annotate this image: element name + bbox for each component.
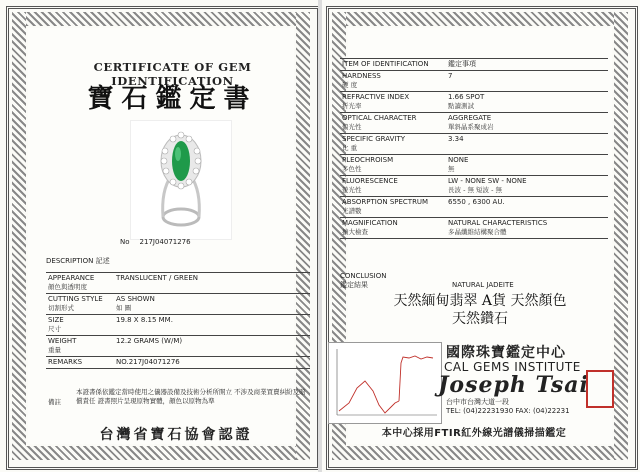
spec-label-en: OPTICAL CHARACTER bbox=[342, 114, 417, 122]
spec-row bbox=[340, 71, 608, 92]
red-seal-stamp bbox=[586, 370, 614, 408]
spec-value bbox=[446, 197, 608, 218]
spec-label-en: PLEOCHROISM bbox=[342, 156, 394, 164]
spec-value bbox=[446, 71, 608, 92]
spec-label-en: ABSORPTION SPECTRUM bbox=[342, 198, 429, 206]
institute-address bbox=[446, 398, 570, 416]
certificate-number-value: 217J04071276 bbox=[139, 238, 191, 246]
spec-value-en: LW - NONE SW - NONE bbox=[448, 177, 527, 185]
spec-label bbox=[46, 294, 114, 315]
phone-line: TEL: (04)22231930 FAX: (04)22231 bbox=[446, 407, 570, 415]
spec-row bbox=[340, 176, 608, 197]
certificate-number bbox=[120, 238, 191, 246]
spec-label-zh: 多色性 bbox=[342, 165, 362, 173]
institute-name-en: CAL GEMS INSTITUTE bbox=[444, 360, 581, 374]
certificate-title: CERTIFICATE OF GEM IDENTIFICATION bbox=[93, 60, 252, 88]
spec-row bbox=[46, 294, 310, 315]
spec-value-en: 6550 , 6300 AU. bbox=[448, 198, 505, 206]
spec-label-en: MAGNIFICATION bbox=[342, 219, 398, 227]
address-line: 台中市台灣大道一段 bbox=[446, 398, 509, 406]
spec-row bbox=[340, 155, 608, 176]
spec-value bbox=[114, 336, 310, 357]
ring-photo bbox=[130, 120, 232, 240]
spec-label-zh: 折光率 bbox=[342, 102, 362, 110]
spec-label-en: HARDNESS bbox=[342, 72, 381, 80]
decorative-border bbox=[12, 12, 310, 26]
spec-label bbox=[340, 134, 446, 155]
spec-value bbox=[114, 315, 310, 336]
association-name: 台灣省寶石協會認證 bbox=[99, 427, 253, 443]
spec-label-zh: 比 重 bbox=[342, 144, 358, 152]
conclusion-label-zh: 鑑定結果 bbox=[340, 281, 368, 289]
certificate-number-label: No bbox=[120, 238, 130, 246]
spec-value-en: NONE bbox=[448, 156, 469, 164]
spec-value-en: NO.217J04071276 bbox=[116, 358, 180, 366]
institute-name-zh: 國際珠寶鑑定中心 bbox=[446, 345, 566, 361]
spec-value-zh: 無 bbox=[448, 165, 455, 173]
identification-header: ITEM OF IDENTIFICATION bbox=[340, 59, 446, 71]
decorative-border bbox=[614, 12, 628, 460]
spec-label bbox=[340, 218, 446, 239]
spec-label-zh: 擴大檢查 bbox=[342, 228, 368, 236]
spec-row bbox=[340, 113, 608, 134]
spec-label-zh: 顏色與透明度 bbox=[48, 283, 87, 291]
spec-label bbox=[340, 113, 446, 134]
spec-label-zh: 偏光性 bbox=[342, 123, 362, 131]
spec-label-en: REFRACTIVE INDEX bbox=[342, 93, 410, 101]
spec-label-en: REMARKS bbox=[48, 358, 83, 366]
spec-label-zh: 硬 度 bbox=[342, 81, 358, 89]
spec-label-zh: 螢光性 bbox=[342, 186, 362, 194]
ftir-note: 本中心採用FTIR紅外線光譜儀掃描鑑定 bbox=[381, 428, 567, 439]
remark-label: 備註 bbox=[48, 398, 61, 406]
verdict-line-1: 天然緬甸翡翠 A貨 天然顏色 bbox=[393, 293, 567, 309]
spec-label bbox=[340, 197, 446, 218]
spec-value bbox=[446, 134, 608, 155]
spec-value-zh: 單斜晶系聚成岩 bbox=[448, 123, 494, 131]
spec-label-en: WEIGHT bbox=[48, 337, 77, 345]
conclusion-label-en: CONCLUSION bbox=[340, 272, 387, 280]
spec-value-en: 19.8 X 8.15 MM. bbox=[116, 316, 173, 324]
spec-value bbox=[114, 294, 310, 315]
spec-label-zh: 切割形式 bbox=[48, 304, 74, 312]
spec-value-en: AS SHOWN bbox=[116, 295, 155, 303]
spec-value bbox=[446, 218, 608, 239]
identification-table bbox=[340, 58, 608, 239]
spec-label bbox=[46, 357, 114, 369]
spec-value-en: 12.2 GRAMS (W/M) bbox=[116, 337, 183, 345]
decorative-border bbox=[12, 446, 310, 460]
ftir-spectrum-plot bbox=[328, 342, 442, 424]
spec-value-zh: 多晶纖維結構聚合體 bbox=[448, 228, 507, 236]
decorative-border bbox=[332, 446, 628, 460]
spec-row bbox=[46, 357, 310, 369]
spec-label bbox=[46, 315, 114, 336]
spec-row bbox=[46, 336, 310, 357]
decorative-border bbox=[12, 12, 26, 460]
identification-header-row bbox=[340, 59, 608, 71]
spec-label-en: APPEARANCE bbox=[48, 274, 95, 282]
decorative-border bbox=[332, 12, 628, 26]
spec-row bbox=[46, 273, 310, 294]
spec-label-en: FLUORESCENCE bbox=[342, 177, 398, 185]
spectrum-graph bbox=[329, 343, 441, 423]
fold-divider bbox=[318, 0, 322, 472]
spec-label-en: SPECIFIC GRAVITY bbox=[342, 135, 405, 143]
spec-label bbox=[340, 92, 446, 113]
signature: Joseph Tsai bbox=[438, 372, 589, 398]
spec-label bbox=[340, 155, 446, 176]
spec-value-zh: 點讀測試 bbox=[448, 102, 474, 110]
spec-value bbox=[114, 357, 310, 369]
spec-row bbox=[340, 134, 608, 155]
spec-label bbox=[340, 176, 446, 197]
spec-label bbox=[46, 336, 114, 357]
spec-row bbox=[340, 92, 608, 113]
spec-label bbox=[340, 71, 446, 92]
spec-value-en: 1.66 SPOT bbox=[448, 93, 485, 101]
spec-value bbox=[114, 273, 310, 294]
spec-label-zh: 尺寸 bbox=[48, 325, 61, 333]
spec-value-en: 3.34 bbox=[448, 135, 464, 143]
spec-label bbox=[46, 273, 114, 294]
spec-value-en: NATURAL CHARACTERISTICS bbox=[448, 219, 548, 227]
certificate-title-zh: 寶石鑑定書 bbox=[87, 84, 258, 114]
verdict-text bbox=[360, 292, 600, 328]
spec-value-en: 7 bbox=[448, 72, 453, 80]
verdict-line-2: 天然鑽石 bbox=[452, 311, 508, 327]
spec-value bbox=[446, 113, 608, 134]
spec-row bbox=[340, 218, 608, 239]
spec-value bbox=[446, 155, 608, 176]
remark-text: 本證書係依鑑定當時使用之儀器設備及技術分析所開立 不涉及商業買賣糾紛及賠償責任 證書照片呈現原物實體，顏色以原物為準 bbox=[76, 388, 306, 405]
description-heading: DESCRIPTION 記述 bbox=[46, 257, 110, 265]
conclusion-value: NATURAL JADEITE bbox=[452, 281, 514, 289]
spec-value-en: TRANSLUCENT / GREEN bbox=[116, 274, 199, 282]
spec-value bbox=[446, 176, 608, 197]
spec-label-en: CUTTING STYLE bbox=[48, 295, 103, 303]
spec-label-zh: 光譜數 bbox=[342, 207, 362, 215]
spec-row bbox=[340, 197, 608, 218]
spec-value-zh: 長波 - 無 短波 - 無 bbox=[448, 186, 503, 194]
identification-header-zh: 鑑定事項 bbox=[446, 59, 608, 71]
spec-label-en: SIZE bbox=[48, 316, 64, 324]
spec-value bbox=[446, 92, 608, 113]
conclusion-label bbox=[340, 272, 386, 290]
spec-row bbox=[46, 315, 310, 336]
spec-label-zh: 重量 bbox=[48, 346, 61, 354]
ring-illustration bbox=[131, 121, 231, 239]
spec-value-zh: 如 圖 bbox=[116, 304, 132, 312]
description-table bbox=[46, 272, 310, 369]
spec-value-en: AGGREGATE bbox=[448, 114, 492, 122]
